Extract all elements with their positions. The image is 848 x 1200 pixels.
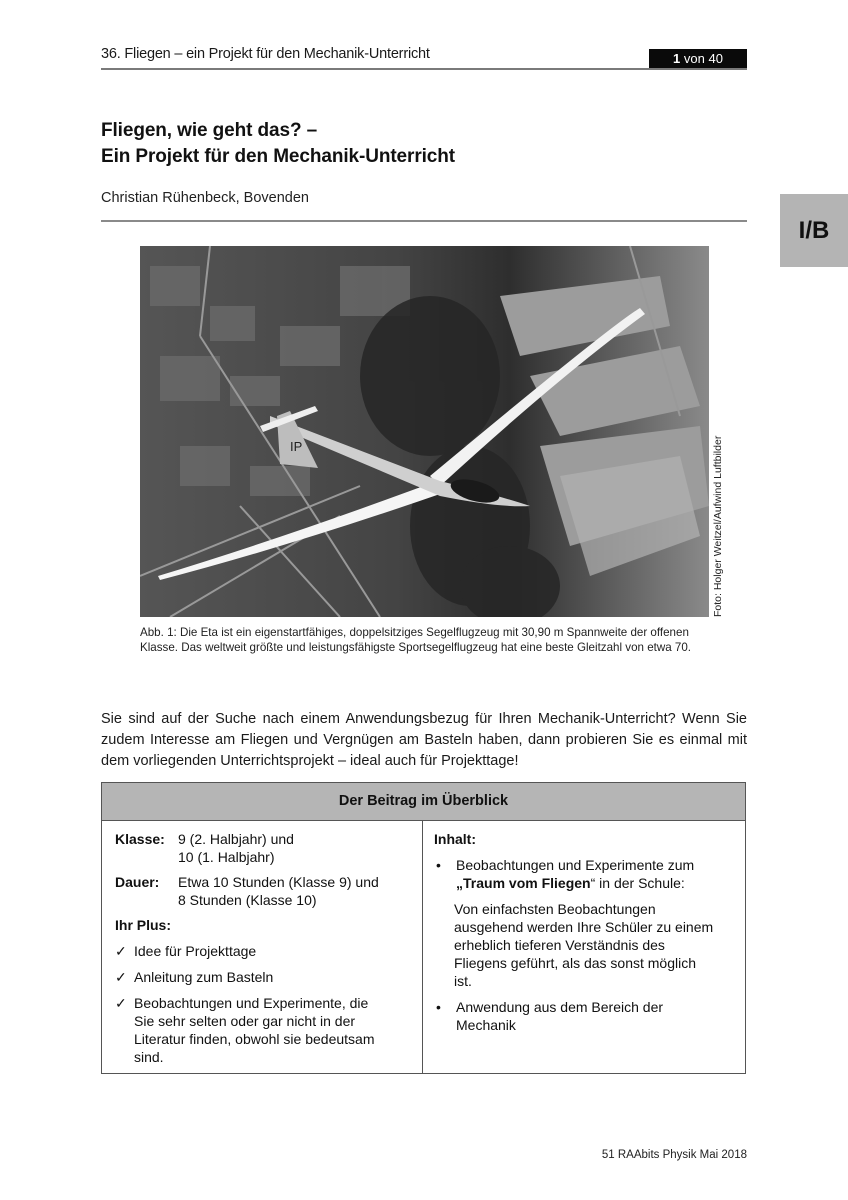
plus-item-text: Beobachtungen und Experimente, die Sie sehr selten oder gar nicht in der Literatur finden, obwohl sie bedeutsam sind.	[134, 995, 375, 1065]
article-title-line-2: Ein Projekt für den Mechanik-Unterricht	[101, 146, 455, 167]
inhalt-item-text-rest: in der Schule:	[595, 875, 685, 891]
klasse-row	[115, 830, 422, 866]
plus-item	[115, 968, 422, 986]
article-author: Christian Rühenbeck, Bovenden	[101, 190, 309, 206]
klasse-value	[178, 830, 422, 866]
klasse-value-line-2: 10 (1. Halbjahr)	[178, 849, 275, 865]
photo-credit: Foto: Holger Weitzel/Aufwind Luftbilder	[712, 435, 724, 617]
section-tab-label: I/B	[798, 216, 830, 244]
inhalt-label: Inhalt:	[434, 831, 476, 847]
overview-right-column	[423, 821, 745, 1073]
klasse-value-line-1: 9 (2. Halbjahr) und	[178, 831, 294, 847]
page-footer: 51 RAAbits Physik Mai 2018	[601, 1149, 747, 1161]
overview-heading: Der Beitrag im Überblick	[102, 783, 745, 821]
running-header	[101, 44, 747, 70]
inhalt-item-text	[456, 856, 745, 892]
inhalt-item	[434, 856, 745, 892]
checkmark-icon: ✓	[115, 969, 127, 985]
inhalt-item-text-part: Beobachtungen und Experimente zum	[456, 857, 695, 873]
plus-item-text: Idee für Projekttage	[134, 943, 257, 959]
inhalt-item-text: Anwendung aus dem Bereich der Mechanik	[456, 999, 664, 1033]
checkmark-icon: ✓	[115, 995, 127, 1011]
checkmark-icon: ✓	[115, 943, 127, 959]
overview-box	[101, 782, 746, 1074]
page-current: 1	[673, 51, 681, 66]
dauer-value-line-1: Etwa 10 Stunden (Klasse 9) und	[178, 874, 379, 890]
open-quote: „	[456, 875, 463, 891]
glider-aerial-illustration	[140, 246, 709, 617]
plus-item-text: Anleitung zum Basteln	[134, 969, 274, 985]
dauer-value-line-2: 8 Stunden (Klasse 10)	[178, 892, 317, 908]
inhalt-item-detail: Von einfachsten Beobachtungen ausgehend werden Ihre Schüler zu einem erheblich tieferen Verständnis des Fliegens geführt, als das sonst möglich ist.	[454, 901, 714, 989]
bullet-icon: •	[436, 999, 441, 1015]
overview-left-column	[102, 821, 423, 1073]
inhalt-item	[434, 998, 745, 1034]
plus-item	[115, 942, 422, 960]
dauer-value	[178, 873, 422, 909]
figure-caption: Abb. 1: Die Eta ist ein eigenstartfähiges, doppelsitziges Segelflugzeug mit 30,90 m Spannweite der offenen Klasse. Das weltweit größte und leistungsfähigste Sportsegelflugzeug hat eine beste Gleitzahl von etwa 70.	[140, 626, 692, 654]
overview-body	[102, 821, 745, 1073]
glider-photo	[140, 246, 709, 617]
dauer-row	[115, 873, 422, 909]
section-tab	[780, 194, 848, 267]
plus-label: Ihr Plus:	[115, 917, 172, 933]
article-title	[101, 118, 455, 170]
bullet-icon: •	[436, 857, 441, 873]
plus-item	[115, 994, 422, 1066]
page-total: von 40	[680, 51, 723, 66]
dauer-label: Dauer:	[115, 874, 160, 890]
page-indicator	[649, 49, 747, 68]
inhalt-item-emphasis: Traum vom Fliegen	[463, 875, 591, 891]
title-divider	[101, 220, 747, 222]
klasse-label: Klasse:	[115, 831, 165, 847]
header-title: 36. Fliegen – ein Projekt für den Mechanik-Unterricht	[101, 46, 430, 62]
close-quote: “	[590, 875, 596, 891]
intro-paragraph: Sie sind auf der Suche nach einem Anwendungsbezug für Ihren Mechanik-Unterricht? Wenn Sie zudem Interesse am Fliegen und Vergnügen am Basteln haben, dann probieren Sie es einmal mit dem vorliegenden Unterrichtsprojekt – ideal auch für Projekttage!	[101, 711, 747, 769]
article-title-line-1: Fliegen, wie geht das? –	[101, 120, 318, 141]
tail-marking: IP	[290, 439, 303, 454]
